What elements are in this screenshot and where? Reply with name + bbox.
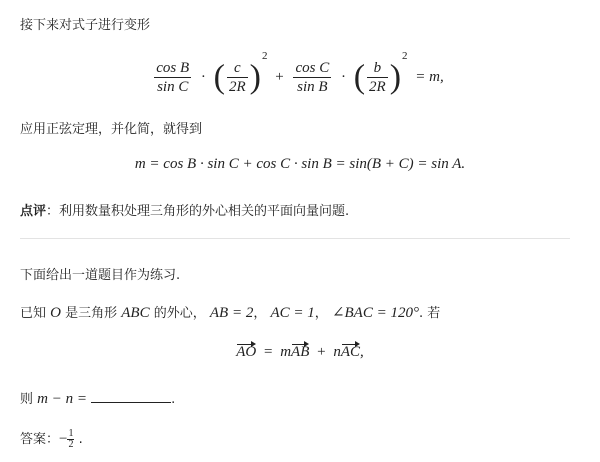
exponent: 2: [402, 50, 408, 62]
condition-AC: AC = 1: [270, 305, 315, 321]
equation-rhs: = m,: [415, 69, 444, 85]
problem-mid: 是三角形: [61, 306, 122, 321]
vector-AB: AB: [291, 344, 310, 360]
equation-2: m = cos B · sin C + cos C · sin B = sin(B + C) = sin A.: [134, 156, 466, 172]
condition-angle-BAC: ∠BAC = 120°: [331, 305, 419, 321]
separator: ，: [253, 306, 267, 321]
problem-tail: . 若: [418, 306, 441, 321]
frac1-numerator: cos B: [156, 60, 190, 77]
fraction-cosB-sinC: [154, 59, 191, 96]
section-divider: [20, 238, 570, 239]
intro-text: 接下来对式子进行变形: [20, 18, 151, 33]
left-paren: (: [353, 58, 366, 96]
question-end: .: [171, 392, 176, 407]
question-expression: m − n =: [37, 391, 87, 407]
vector-AC: AC: [340, 344, 361, 360]
pfrac2-numerator: b: [367, 59, 388, 78]
fraction-b-2R: [367, 59, 388, 96]
answer-label: 答案：: [20, 432, 60, 447]
separator: ，: [314, 306, 328, 321]
fraction-c-2R: [227, 59, 248, 96]
answer-sign: −: [59, 431, 68, 447]
question-prefix: 则: [20, 392, 38, 407]
coef-n: n: [333, 344, 341, 360]
triangle-ABC: ABC: [121, 305, 150, 321]
practice-intro: 下面给出一道题目作为练习.: [20, 268, 181, 283]
vector-AO: AO: [236, 344, 257, 360]
answer-line: [20, 428, 83, 450]
dot-operator: ·: [340, 69, 346, 85]
question-line: [20, 388, 175, 408]
problem-text2: 的外心，: [149, 306, 206, 321]
point-O: O: [50, 305, 61, 321]
frac2-denominator: sin B: [297, 79, 328, 96]
frac2-numerator: cos C: [295, 60, 330, 77]
answer-denominator: 2: [68, 439, 74, 450]
answer-fraction: [67, 429, 74, 450]
plus-operator: +: [275, 69, 284, 85]
exponent: 2: [261, 50, 268, 62]
pfrac2-denominator: 2R: [369, 79, 386, 96]
comment-line: [20, 200, 349, 219]
equation-3: [0, 344, 600, 361]
right-paren: ): [389, 58, 402, 96]
comment-label: 点评: [20, 204, 47, 219]
problem-statement: [20, 302, 440, 322]
left-paren: (: [213, 58, 225, 96]
problem-prefix: 已知: [20, 306, 47, 321]
dot-operator: ·: [200, 69, 206, 85]
comment-text: ：利用数量积处理三角形的外心相关的平面向量问题.: [46, 204, 350, 219]
condition-AB: AB = 2: [209, 305, 254, 321]
answer-numerator: 1: [68, 428, 74, 439]
equals-sign: =: [263, 344, 273, 360]
equation-1: [0, 50, 600, 96]
pfrac1-numerator: c: [227, 59, 248, 78]
pfrac1-denominator: 2R: [228, 79, 246, 96]
step2-text: 应用正弦定理，并化简，就得到: [20, 122, 203, 137]
frac1-denominator: sin C: [157, 79, 189, 96]
right-paren: ): [249, 58, 261, 96]
coef-m: m: [280, 344, 292, 360]
eq3-end: ,: [360, 344, 364, 360]
plus-operator: +: [317, 344, 326, 360]
answer-end: .: [78, 432, 83, 447]
fraction-cosC-sinB: [293, 59, 331, 96]
answer-blank[interactable]: [91, 390, 171, 403]
